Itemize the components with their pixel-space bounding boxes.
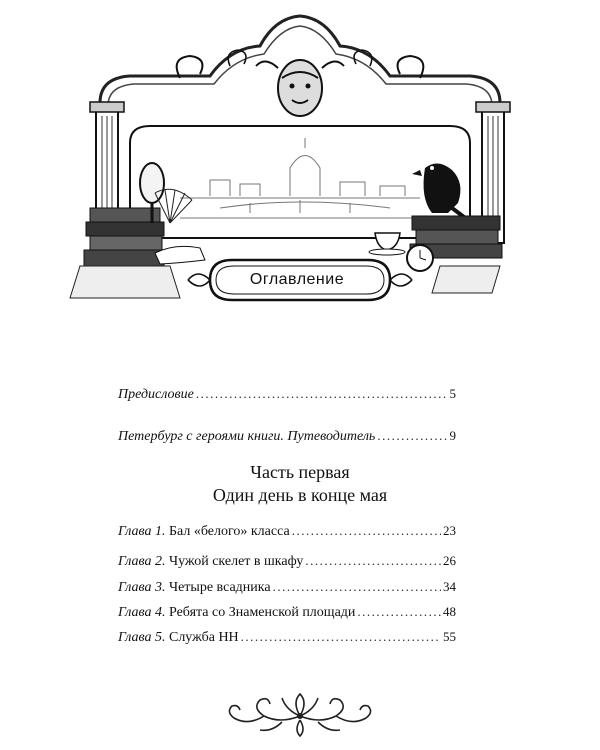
footer-ornament: [222, 686, 378, 740]
part-subtitle: Один день в конце мая: [212, 485, 388, 505]
toc-page-number: 34: [443, 579, 456, 594]
chapter-prefix: Глава 3.: [118, 580, 166, 595]
toc-entry-label: Предисловие: [118, 387, 194, 402]
chapter-title: Бал «белого» класса: [168, 524, 290, 539]
chapter-prefix: Глава 4.: [118, 605, 166, 620]
dot-leader: [241, 628, 441, 646]
chapter-prefix: Глава 1.: [118, 524, 166, 539]
contents-heading: Оглавление: [249, 271, 345, 288]
dot-leader: [273, 578, 441, 596]
toc-entry-chapter-1[interactable]: [118, 522, 456, 541]
toc-page-number: 23: [443, 523, 456, 538]
toc-page-number: 48: [443, 604, 456, 619]
toc-entry-preface[interactable]: [118, 385, 456, 404]
chapter-title: Чужой скелет в шкафу: [168, 554, 304, 569]
part-title: Часть первая: [250, 462, 350, 482]
chapter-prefix: Глава 5.: [118, 630, 166, 645]
dot-leader: [305, 552, 441, 570]
chapter-prefix: Глава 2.: [118, 554, 166, 569]
chapter-title: Четыре всадника: [168, 580, 271, 595]
chapter-title: Служба НН: [168, 630, 239, 645]
flourish-ornament-icon: [222, 686, 378, 740]
toc-page-number: 55: [443, 629, 456, 644]
toc-page-number: 5: [449, 386, 456, 401]
dot-leader: [196, 385, 448, 403]
toc-entry-chapter-4[interactable]: [118, 603, 456, 622]
toc-entry-label: Петербург с героями книги. Путеводитель: [118, 429, 376, 444]
dot-leader: [292, 522, 441, 540]
dot-leader: [377, 427, 447, 445]
toc-page-number: 9: [449, 428, 456, 443]
toc-entry-chapter-3[interactable]: [118, 578, 456, 597]
toc-page-number: 26: [443, 553, 456, 568]
toc-entry-chapter-5[interactable]: [118, 628, 456, 647]
toc-entry-chapter-2[interactable]: [118, 552, 456, 571]
chapter-title: Ребята со Знаменской площади: [168, 605, 356, 620]
dot-leader: [357, 603, 441, 621]
toc-entry-guide[interactable]: [118, 427, 456, 446]
